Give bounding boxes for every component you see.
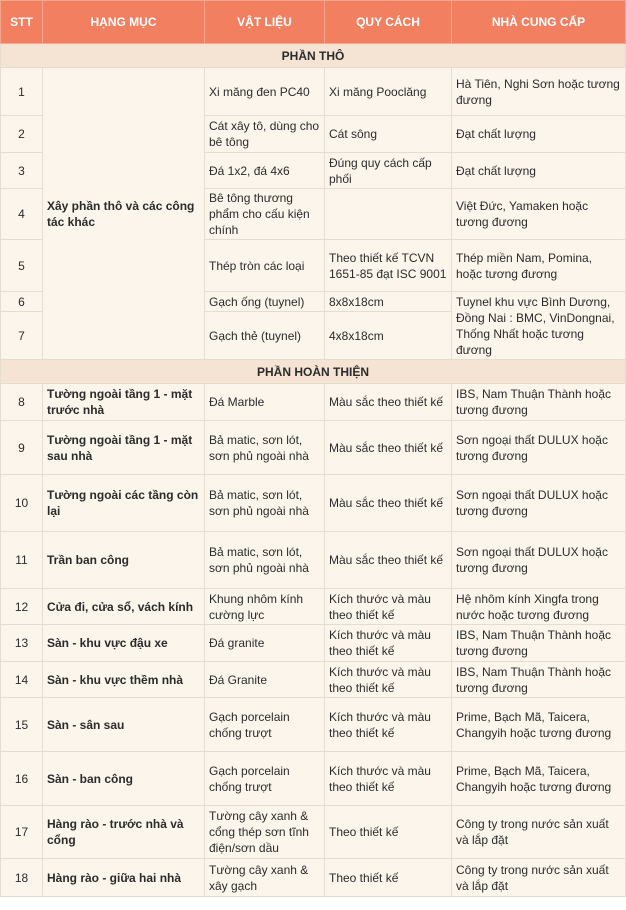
supplier-cell: Đạt chất lượng xyxy=(452,153,626,189)
table-row xyxy=(1,698,626,752)
table-row xyxy=(1,625,626,662)
material-cell: Gạch porcelain chống trượt xyxy=(205,698,325,752)
stt-cell: 16 xyxy=(1,752,43,806)
supplier-cell: Đạt chất lượng xyxy=(452,116,626,153)
stt-cell: 3 xyxy=(1,153,43,189)
stt-cell: 13 xyxy=(1,625,43,662)
header-row xyxy=(1,1,626,44)
spec-cell: Kích thước và màu theo thiết kế xyxy=(325,589,452,625)
stt-cell: 15 xyxy=(1,698,43,752)
stt-cell: 12 xyxy=(1,589,43,625)
material-cell: Gạch thẻ (tuynel) xyxy=(205,312,325,360)
material-cell: Đá Marble xyxy=(205,384,325,421)
table-row xyxy=(1,532,626,589)
table-row xyxy=(1,662,626,698)
spec-cell: Kích thước và màu theo thiết kế xyxy=(325,698,452,752)
stt-cell: 17 xyxy=(1,806,43,859)
supplier-cell: Sơn ngoại thất DULUX hoặc tương đương xyxy=(452,532,626,589)
section-title: PHẦN HOÀN THIỆN xyxy=(1,360,626,384)
stt-cell: 2 xyxy=(1,116,43,153)
spec-cell: Theo thiết kế xyxy=(325,859,452,897)
section-title: PHẦN THÔ xyxy=(1,44,626,68)
material-cell: Đá Granite xyxy=(205,662,325,698)
material-cell: Cát xây tô, dùng cho bê tông xyxy=(205,116,325,153)
table-row xyxy=(1,806,626,859)
spec-cell: Màu sắc theo thiết kế xyxy=(325,384,452,421)
spec-cell: Cát sông xyxy=(325,116,452,153)
category-cell: Sàn - khu vực thềm nhà xyxy=(43,662,205,698)
supplier-cell: Việt Đức, Yamaken hoặc tương đương xyxy=(452,189,626,240)
material-cell: Tường cây xanh & cổng thép sơn tĩnh điện/sơn dầu xyxy=(205,806,325,859)
category-cell: Xây phần thô và các công tác khác xyxy=(43,68,205,360)
material-cell: Đá granite xyxy=(205,625,325,662)
stt-cell: 6 xyxy=(1,292,43,312)
stt-cell: 10 xyxy=(1,475,43,532)
material-cell: Khung nhôm kính cường lực xyxy=(205,589,325,625)
spec-cell: Theo thiết kế TCVN 1651-85 đạt ISC 9001 xyxy=(325,240,452,292)
category-cell: Sàn - sân sau xyxy=(43,698,205,752)
material-cell: Gạch porcelain chống trượt xyxy=(205,752,325,806)
material-cell: Gạch ống (tuynel) xyxy=(205,292,325,312)
stt-cell: 8 xyxy=(1,384,43,421)
material-cell: Xi măng đen PC40 xyxy=(205,68,325,116)
material-cell: Tường cây xanh & xây gạch xyxy=(205,859,325,897)
material-cell: Bả matic, sơn lót, sơn phủ ngoài nhà xyxy=(205,532,325,589)
header-material: VẬT LIỆU xyxy=(205,1,325,44)
spec-cell: 8x8x18cm xyxy=(325,292,452,312)
stt-cell: 18 xyxy=(1,859,43,897)
category-cell: Hàng rào - giữa hai nhà xyxy=(43,859,205,897)
category-cell: Hàng rào - trước nhà và cổng xyxy=(43,806,205,859)
supplier-cell: Hệ nhôm kính Xingfa trong nước hoặc tương đương xyxy=(452,589,626,625)
supplier-cell: Tuynel khu vực Bình Dương, Đồng Nai : BMC, VinDongnai, Thống Nhất hoặc tương đương xyxy=(452,292,626,360)
category-cell: Sàn - khu vực đậu xe xyxy=(43,625,205,662)
header-stt: STT xyxy=(1,1,43,44)
spec-cell: Màu sắc theo thiết kế xyxy=(325,532,452,589)
supplier-cell: IBS, Nam Thuận Thành hoặc tương đương xyxy=(452,625,626,662)
spec-cell: Màu sắc theo thiết kế xyxy=(325,421,452,475)
supplier-cell: Prime, Bạch Mã, Taicera, Changyih hoặc tương đương xyxy=(452,698,626,752)
supplier-cell: Prime, Bạch Mã, Taicera, Changyih hoặc tương đương xyxy=(452,752,626,806)
table-row xyxy=(1,752,626,806)
category-cell: Tường ngoài tầng 1 - mặt sau nhà xyxy=(43,421,205,475)
spec-cell: Màu sắc theo thiết kế xyxy=(325,475,452,532)
header-supplier: NHÀ CUNG CẤP xyxy=(452,1,626,44)
stt-cell: 7 xyxy=(1,312,43,360)
spec-cell: Đúng quy cách cấp phối xyxy=(325,153,452,189)
stt-cell: 1 xyxy=(1,68,43,116)
category-cell: Trần ban công xyxy=(43,532,205,589)
table-row xyxy=(1,68,626,116)
supplier-cell: IBS, Nam Thuận Thành hoặc tương đương xyxy=(452,384,626,421)
category-cell: Tường ngoài các tầng còn lại xyxy=(43,475,205,532)
material-cell: Bả matic, sơn lót, sơn phủ ngoài nhà xyxy=(205,475,325,532)
spec-cell: Theo thiết kế xyxy=(325,806,452,859)
supplier-cell: Thép miền Nam, Pomina, hoặc tương đương xyxy=(452,240,626,292)
spec-cell: Kích thước và màu theo thiết kế xyxy=(325,625,452,662)
supplier-cell: Công ty trong nước sản xuất và lắp đặt xyxy=(452,806,626,859)
table-row xyxy=(1,859,626,897)
spec-cell xyxy=(325,189,452,240)
section-row-finish xyxy=(1,360,626,384)
spec-cell: 4x8x18cm xyxy=(325,312,452,360)
supplier-cell: IBS, Nam Thuận Thành hoặc tương đương xyxy=(452,662,626,698)
table-row xyxy=(1,589,626,625)
stt-cell: 4 xyxy=(1,189,43,240)
spec-cell: Kích thước và màu theo thiết kế xyxy=(325,752,452,806)
category-cell: Cửa đi, cửa sổ, vách kính xyxy=(43,589,205,625)
material-cell: Bê tông thương phẩm cho cấu kiện chính xyxy=(205,189,325,240)
spec-cell: Xi măng Pooclăng xyxy=(325,68,452,116)
stt-cell: 5 xyxy=(1,240,43,292)
header-category: HẠNG MỤC xyxy=(43,1,205,44)
supplier-cell: Hà Tiên, Nghi Sơn hoặc tương đương xyxy=(452,68,626,116)
supplier-cell: Sơn ngoại thất DULUX hoặc tương đương xyxy=(452,475,626,532)
header-spec: QUY CÁCH xyxy=(325,1,452,44)
table-row xyxy=(1,475,626,532)
spec-cell: Kích thước và màu theo thiết kế xyxy=(325,662,452,698)
section-row-rough xyxy=(1,44,626,68)
table-row xyxy=(1,384,626,421)
supplier-cell: Sơn ngoại thất DULUX hoặc tương đương xyxy=(452,421,626,475)
stt-cell: 11 xyxy=(1,532,43,589)
stt-cell: 9 xyxy=(1,421,43,475)
supplier-cell: Công ty trong nước sản xuất và lắp đặt xyxy=(452,859,626,897)
table-row xyxy=(1,421,626,475)
material-cell: Thép tròn các loại xyxy=(205,240,325,292)
material-cell: Đá 1x2, đá 4x6 xyxy=(205,153,325,189)
stt-cell: 14 xyxy=(1,662,43,698)
category-cell: Sàn - ban công xyxy=(43,752,205,806)
material-cell: Bả matic, sơn lót, sơn phủ ngoài nhà xyxy=(205,421,325,475)
category-cell: Tường ngoài tầng 1 - mặt trước nhà xyxy=(43,384,205,421)
